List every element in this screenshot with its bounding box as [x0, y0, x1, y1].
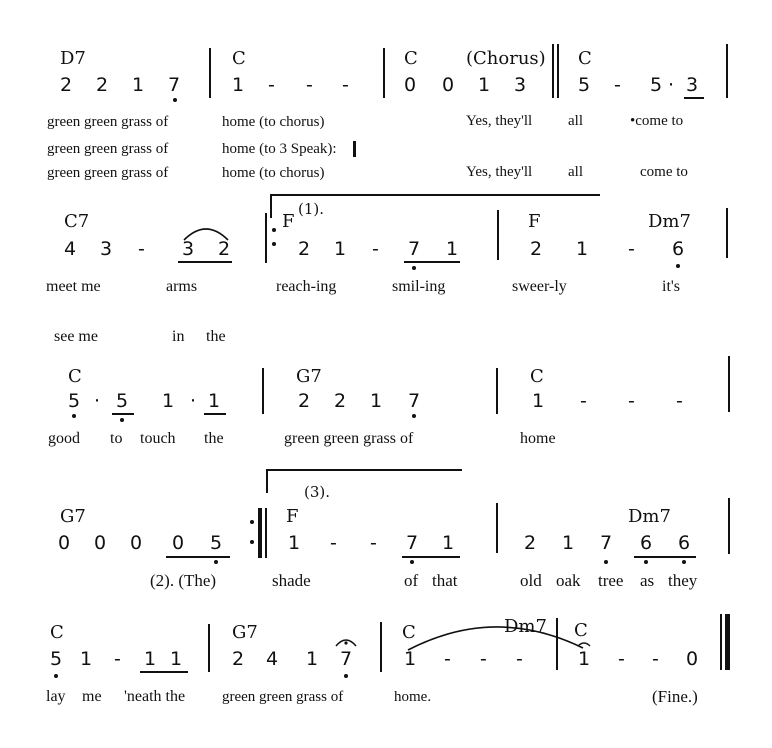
lyric: Yes, they'll — [466, 113, 533, 129]
note: 5 — [116, 390, 129, 412]
note: 2 — [298, 390, 311, 412]
note: 0 — [94, 532, 107, 554]
lyric: see me — [54, 328, 98, 345]
note: 0 — [686, 648, 699, 670]
dot: · — [190, 390, 197, 412]
note: 7 — [600, 532, 613, 554]
lyric: shade — [272, 571, 311, 590]
note: 1 — [576, 238, 589, 260]
chord-f: F — [282, 211, 295, 232]
dash: - — [614, 74, 621, 96]
lyric: the — [206, 328, 226, 345]
dot: · — [668, 74, 675, 96]
dash: - — [580, 390, 587, 412]
lyric: that — [432, 571, 458, 590]
chord-d7: D7 — [60, 48, 86, 69]
lyric: as — [640, 571, 655, 590]
volta-number: (1). — [298, 200, 325, 218]
note: 1 — [162, 390, 175, 412]
note: 6 — [678, 532, 691, 554]
dash: - — [372, 238, 379, 260]
dash: - — [114, 648, 121, 670]
dash: - — [370, 532, 377, 554]
chord-g7: G7 — [60, 506, 86, 527]
note: 0 — [58, 532, 71, 554]
note: 5 — [210, 532, 223, 554]
lyric: oak — [556, 571, 581, 590]
lyric: lay — [46, 688, 66, 705]
note: 2 — [232, 648, 245, 670]
note: 1 — [144, 648, 157, 670]
note: 1 — [442, 532, 455, 554]
chord-c: C — [404, 48, 418, 69]
note: 0 — [172, 532, 185, 554]
lyric: good — [48, 430, 80, 447]
note: 2 — [334, 390, 347, 412]
lyric: all — [568, 164, 583, 180]
note: 7 — [168, 74, 181, 96]
dash: - — [676, 390, 683, 412]
note: 0 — [130, 532, 143, 554]
dash: - — [652, 648, 659, 670]
note: 7 — [406, 532, 419, 554]
dash: - — [480, 648, 487, 670]
lyric: •come to — [630, 113, 684, 129]
note: 2 — [218, 238, 231, 260]
lyric: arms — [166, 278, 198, 295]
lyric: touch — [140, 430, 176, 447]
lyric: they — [668, 571, 698, 590]
lyric: green green grass of — [47, 165, 169, 181]
chord-f: F — [528, 211, 541, 232]
chord-c: C — [402, 622, 416, 643]
lyric: green green grass of — [284, 430, 414, 447]
note: 1 — [370, 390, 383, 412]
dash: - — [138, 238, 145, 260]
note: 2 — [530, 238, 543, 260]
chord-c: C — [530, 366, 544, 387]
chord-dm7: Dm7 — [648, 211, 691, 232]
lyric: home (to chorus) — [222, 165, 325, 181]
note: 0 — [442, 74, 455, 96]
dash: - — [342, 74, 349, 96]
dash: - — [444, 648, 451, 670]
dash: - — [306, 74, 313, 96]
note: 1 — [446, 238, 459, 260]
lyric: home. — [394, 689, 432, 705]
lyric: home — [520, 430, 556, 447]
lyric: green green grass of — [47, 141, 169, 157]
chord-f: F — [286, 506, 299, 527]
note: 1 — [306, 648, 319, 670]
note: 1 — [232, 74, 245, 96]
note: 1 — [170, 648, 183, 670]
chorus-label: (Chorus) — [466, 48, 546, 69]
note: 7 — [408, 238, 421, 260]
lyric: home (to chorus) — [222, 114, 325, 130]
chord-dm7: Dm7 — [628, 506, 671, 527]
lyric: come to — [640, 164, 688, 180]
chord-c: C — [232, 48, 246, 69]
note: 3 — [514, 74, 527, 96]
lyric: 'neath the — [124, 688, 186, 705]
note: 5 — [650, 74, 663, 96]
lyric: sweer-ly — [512, 278, 567, 295]
note: 6 — [640, 532, 653, 554]
chord-c: C — [68, 366, 82, 387]
note: 0 — [404, 74, 417, 96]
lyric: to — [110, 430, 123, 447]
chord-c: C — [50, 622, 64, 643]
dot: · — [94, 390, 101, 412]
note: 3 — [686, 74, 699, 96]
note: 1 — [208, 390, 221, 412]
note: 5 — [68, 390, 81, 412]
dash: - — [330, 532, 337, 554]
note: 2 — [524, 532, 537, 554]
note: 2 — [96, 74, 109, 96]
chord-g7: G7 — [296, 366, 322, 387]
lyric: old — [520, 571, 542, 590]
chord-c7: C7 — [64, 211, 90, 232]
note: 1 — [478, 74, 491, 96]
lyric: me — [82, 688, 102, 705]
note: 2 — [60, 74, 73, 96]
note: 1 — [404, 648, 417, 670]
lyric: Yes, they'll — [466, 164, 533, 180]
note: 5 — [578, 74, 591, 96]
dash: - — [268, 74, 275, 96]
note: 4 — [64, 238, 77, 260]
note: 3 — [182, 238, 195, 260]
dash: - — [618, 648, 625, 670]
note: 1 — [80, 648, 93, 670]
note: 3 — [100, 238, 113, 260]
lyric: meet me — [46, 278, 101, 295]
lyric: of — [404, 571, 419, 590]
note: 1 — [132, 74, 145, 96]
note: 7 — [408, 390, 421, 412]
lyric: in — [172, 328, 185, 345]
chord-g7: G7 — [232, 622, 258, 643]
note: 1 — [562, 532, 575, 554]
note: 6 — [672, 238, 685, 260]
lyric: tree — [598, 571, 624, 590]
note: 1 — [532, 390, 545, 412]
lyric: smil-ing — [392, 278, 446, 295]
fine-label: (Fine.) — [652, 687, 698, 706]
note: 2 — [298, 238, 311, 260]
lyric: home (to 3 Speak): — [222, 141, 337, 157]
note: 4 — [266, 648, 279, 670]
lyric: all — [568, 113, 583, 129]
lyric: green green grass of — [47, 114, 169, 130]
note: 7 — [340, 648, 353, 670]
lyric: (2). (The) — [150, 571, 217, 590]
note: 5 — [50, 648, 63, 670]
lyric: it's — [662, 278, 680, 295]
lyric: the — [204, 430, 224, 447]
note: 1 — [578, 648, 591, 670]
chord-dm7: Dm7 — [504, 616, 547, 637]
dash: - — [628, 390, 635, 412]
dash: - — [628, 238, 635, 260]
note: 1 — [334, 238, 347, 260]
lyric: green green grass of — [222, 689, 344, 705]
chord-c: C — [574, 620, 588, 641]
lyric: reach-ing — [276, 278, 337, 295]
volta-number: (3). — [304, 483, 331, 501]
dash: - — [516, 648, 523, 670]
note: 1 — [288, 532, 301, 554]
chord-c: C — [578, 48, 592, 69]
